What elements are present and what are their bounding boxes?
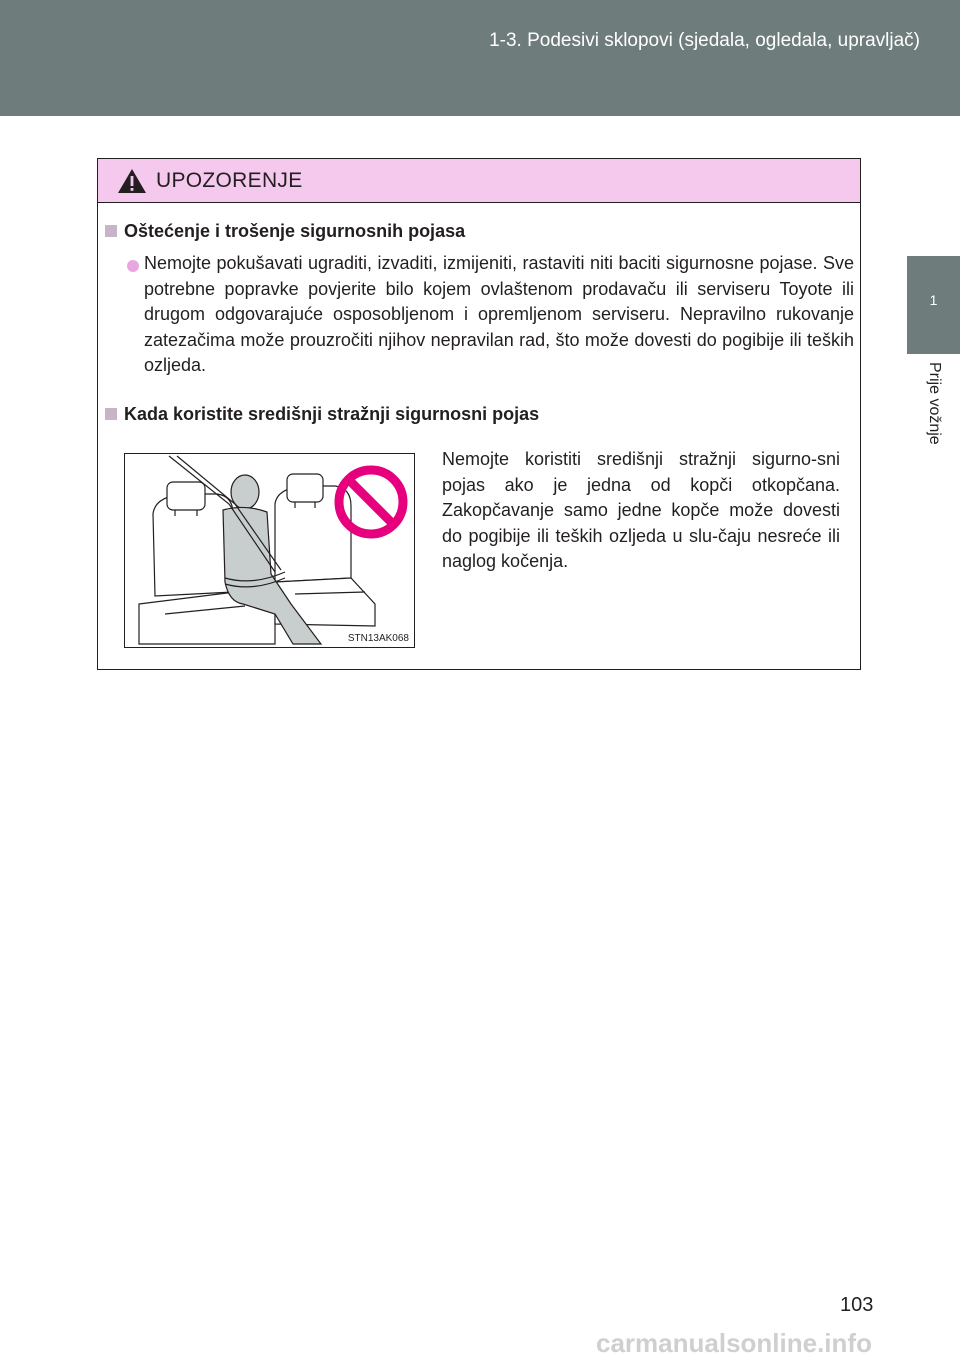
square-bullet-icon (105, 408, 117, 420)
section-heading-center-belt (105, 404, 539, 425)
page-header (0, 0, 960, 116)
center-belt-paragraph: Nemojte koristiti središnji stražnji sigurno-sni pojas ako je jedna od kopči otkopčana. Zakopčavanje samo jedne kopče može dovesti do pogibije ili teških ozljeda u slu-čaju nesreće ili naglog kočenja. (442, 449, 840, 571)
watermark: carmanualsonline.info (596, 1328, 872, 1358)
figure-code: STN13AK068 (347, 633, 409, 644)
chapter-tab (907, 256, 960, 354)
chapter-label: Prije vožnje (926, 362, 943, 445)
section-heading-center-belt-text: Kada koristite središnji stražnji sigurnosni pojas (124, 404, 540, 424)
warning-box (97, 158, 861, 670)
warning-header (98, 159, 860, 203)
chapter-label-wrap (907, 362, 960, 492)
section-heading-damage (105, 221, 465, 242)
chapter-number: 1 (929, 292, 938, 308)
prohibition-icon (333, 464, 409, 540)
square-bullet-icon (105, 225, 117, 237)
warning-heading: UPOZORENJE (156, 169, 303, 192)
section-heading-damage-text: Oštećenje i trošenje sigurnosnih pojasa (124, 221, 466, 241)
page-number: 103 (840, 1294, 874, 1316)
damage-paragraph: Nemojte pokušavati ugraditi, izvaditi, izmijeniti, rastaviti niti baciti sigurnosne pojase. Sve potrebne popravke povjerite bilo kojem ovlaštenom prodavaču ili serviseru Toyote ili drugom odgovarajuće osposobljenom i opremljenom serviseru. Nepravilno rukovanje zatezačima može prouzročiti njihov nepravilan rad, što može dovesti do pogibije ili teških ozljeda. (144, 253, 854, 375)
section-title: 1-3. Podesivi sklopovi (sjedala, ogledala, upravljač) (489, 30, 920, 51)
warning-triangle-icon (117, 168, 147, 194)
round-bullet-icon (127, 260, 139, 272)
seatbelt-illustration (124, 453, 415, 648)
